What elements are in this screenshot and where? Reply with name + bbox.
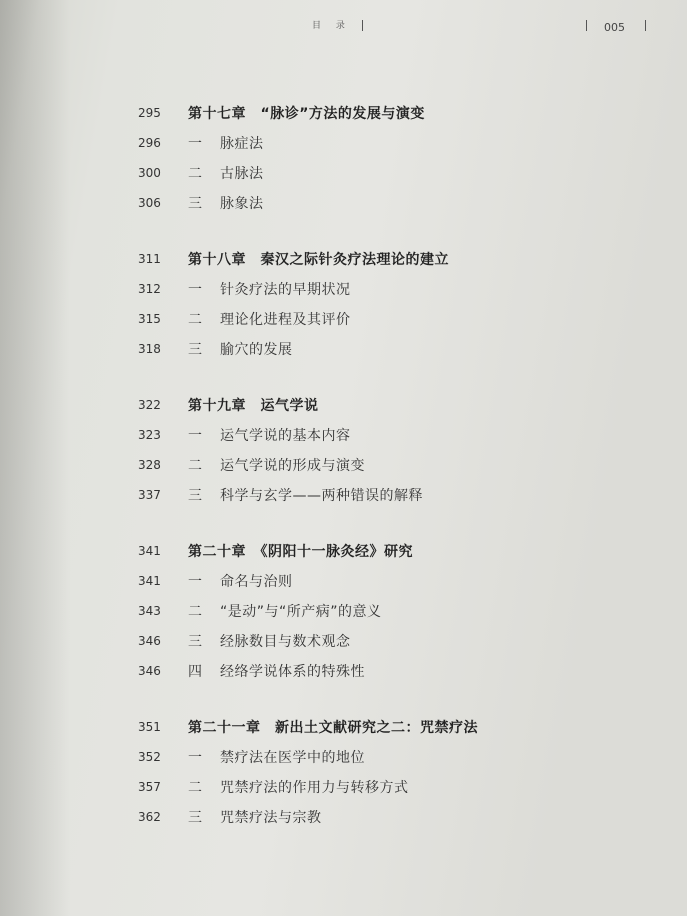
section-row[interactable] — [138, 626, 658, 656]
section-row[interactable] — [138, 480, 658, 510]
chapter-page-number: 295 — [138, 106, 161, 120]
header-divider — [645, 20, 646, 31]
section-row[interactable] — [138, 596, 658, 626]
section-page-number: 346 — [138, 664, 161, 678]
chapter-row[interactable] — [138, 712, 658, 742]
toc-chapter — [138, 390, 658, 510]
section-index: 三 — [188, 196, 202, 212]
chapter-title: 第十九章 运气学说 — [188, 398, 319, 414]
section-index: 二 — [188, 604, 202, 620]
running-header-title: 目 录 — [312, 21, 351, 31]
section-title: 脉象法 — [220, 196, 264, 212]
section-row[interactable] — [138, 274, 658, 304]
section-page-number: 328 — [138, 458, 161, 472]
section-index: 一 — [188, 282, 202, 298]
chapter-row[interactable] — [138, 536, 658, 566]
chapter-title: 第二十一章 新出土文献研究之二：咒禁疗法 — [188, 720, 478, 736]
section-page-number: 352 — [138, 750, 161, 764]
section-title: 命名与治则 — [220, 574, 293, 590]
section-index: 二 — [188, 166, 202, 182]
header-divider — [362, 20, 363, 31]
section-title: 腧穴的发展 — [220, 342, 293, 358]
chapter-title: 第十七章 “脉诊”方法的发展与演变 — [188, 106, 425, 122]
toc-chapter — [138, 98, 658, 218]
section-page-number: 346 — [138, 634, 161, 648]
section-page-number: 357 — [138, 780, 161, 794]
section-row[interactable] — [138, 566, 658, 596]
section-title: 古脉法 — [220, 166, 264, 182]
section-row[interactable] — [138, 802, 658, 832]
section-page-number: 312 — [138, 282, 161, 296]
section-row[interactable] — [138, 334, 658, 364]
chapter-page-number: 311 — [138, 252, 161, 266]
section-page-number: 337 — [138, 488, 161, 502]
section-title: “是动”与“所产病”的意义 — [220, 604, 382, 620]
section-page-number: 341 — [138, 574, 161, 588]
section-title: 运气学说的基本内容 — [220, 428, 351, 444]
section-row[interactable] — [138, 742, 658, 772]
toc-chapter — [138, 536, 658, 686]
section-index: 三 — [188, 634, 202, 650]
section-title: 咒禁疗法的作用力与转移方式 — [220, 780, 409, 796]
table-of-contents — [138, 98, 658, 858]
section-page-number: 306 — [138, 196, 161, 210]
section-title: 禁疗法在医学中的地位 — [220, 750, 365, 766]
section-title: 经络学说体系的特殊性 — [220, 664, 365, 680]
section-row[interactable] — [138, 420, 658, 450]
section-index: 一 — [188, 136, 202, 152]
section-index: 二 — [188, 780, 202, 796]
chapter-page-number: 351 — [138, 720, 161, 734]
section-page-number: 296 — [138, 136, 161, 150]
section-title: 理论化进程及其评价 — [220, 312, 351, 328]
section-index: 一 — [188, 428, 202, 444]
gutter-shadow — [0, 0, 70, 916]
section-index: 三 — [188, 488, 202, 504]
section-row[interactable] — [138, 304, 658, 334]
section-title: 运气学说的形成与演变 — [220, 458, 365, 474]
section-title: 经脉数目与数术观念 — [220, 634, 351, 650]
section-page-number: 343 — [138, 604, 161, 618]
page-number: 005 — [604, 21, 625, 34]
section-row[interactable] — [138, 656, 658, 686]
section-row[interactable] — [138, 128, 658, 158]
section-page-number: 318 — [138, 342, 161, 356]
chapter-title: 第十八章 秦汉之际针灸疗法理论的建立 — [188, 252, 449, 268]
section-page-number: 323 — [138, 428, 161, 442]
section-index: 一 — [188, 750, 202, 766]
toc-chapter — [138, 712, 658, 832]
section-index: 一 — [188, 574, 202, 590]
section-title: 咒禁疗法与宗教 — [220, 810, 322, 826]
section-row[interactable] — [138, 772, 658, 802]
section-index: 三 — [188, 810, 202, 826]
section-index: 三 — [188, 342, 202, 358]
section-page-number: 315 — [138, 312, 161, 326]
header-divider — [586, 20, 587, 31]
section-index: 二 — [188, 312, 202, 328]
chapter-page-number: 341 — [138, 544, 161, 558]
section-row[interactable] — [138, 450, 658, 480]
toc-chapter — [138, 244, 658, 364]
chapter-row[interactable] — [138, 98, 658, 128]
chapter-title: 第二十章 《阴阳十一脉灸经》研究 — [188, 544, 413, 560]
chapter-row[interactable] — [138, 244, 658, 274]
section-title: 科学与玄学——两种错误的解释 — [220, 488, 423, 504]
section-row[interactable] — [138, 188, 658, 218]
section-index: 二 — [188, 458, 202, 474]
section-title: 脉症法 — [220, 136, 264, 152]
section-title: 针灸疗法的早期状况 — [220, 282, 351, 298]
section-page-number: 300 — [138, 166, 161, 180]
chapter-row[interactable] — [138, 390, 658, 420]
chapter-page-number: 322 — [138, 398, 161, 412]
section-index: 四 — [188, 664, 202, 680]
section-row[interactable] — [138, 158, 658, 188]
section-page-number: 362 — [138, 810, 161, 824]
